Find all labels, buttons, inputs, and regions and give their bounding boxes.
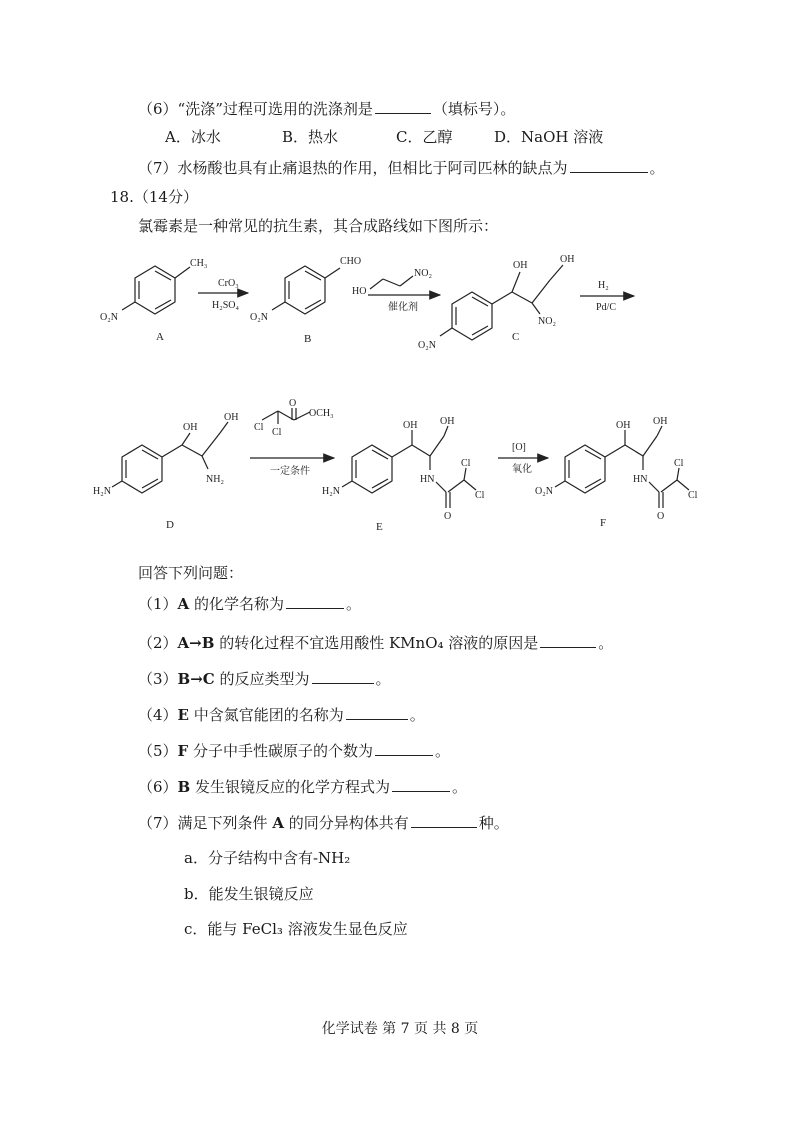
f-cl2-label: Cl [688,490,698,501]
q3-number: （3） [138,670,178,688]
q6-text-end: （填标号）。 [432,100,516,118]
q5-text: 分子中手性碳原子的个数为 [188,742,373,760]
q7-subject: A [272,814,284,832]
b-o2n-label: O₂N [250,312,268,323]
d-oh1-label: OH [183,422,198,433]
q6b-text: 发生银镜反应的化学方程式为 [190,778,391,796]
q4-end: 。 [409,706,425,724]
e-oh1-label: OH [403,420,418,431]
condition-c: c．能与 FeCl₃ 溶液发生显色反应 [184,920,408,938]
b-cho-label: CHO [340,256,362,267]
label-c: C [512,331,520,343]
q1-end: 。 [345,595,361,613]
question-4 [138,704,425,725]
question-6 [138,776,467,797]
q6b-end: 。 [452,778,468,796]
q7-number: （7）满足下列条件 [138,814,273,832]
arrow2-no2: NO₂ [414,268,432,279]
q5-answer-blank[interactable] [375,740,433,756]
q6-options [165,127,603,147]
q18-header: 18.（14分） [110,188,198,206]
question-7 [138,812,509,833]
f-o2n-label: O₂N [535,486,553,497]
q2-number: （2） [138,634,178,652]
arrow2-catalyst: 催化剂 [388,302,418,313]
q6b-number: （6） [138,778,178,796]
q18-intro: 氯霉素是一种常见的抗生素，其合成路线如下图所示： [138,217,499,235]
q6-text: （6）“洗涤”过程可选用的洗涤剂是 [138,100,373,118]
q6b-answer-blank[interactable] [392,776,450,792]
a-o2n-label: O₂N [100,312,118,323]
q7-prev-text: （7）水杨酸也具有止痛退热的作用，但相比于阿司匹林的缺点为 [138,159,568,177]
c-oh1-label: OH [513,260,528,271]
arrow1-reagent: CrO₃ [218,278,239,289]
f-o-label: O [657,511,665,522]
c-no2-label: NO₂ [538,316,556,327]
e-h2n-label: H₂N [322,486,340,497]
q7-text: 的同分异构体共有 [283,814,409,832]
a-ch3-label: CH₃ [190,258,208,269]
d-h2n-label: H₂N [93,486,111,497]
f-cl1-label: Cl [674,458,684,469]
question-5 [138,740,450,761]
c-oh2-label: OH [560,254,575,265]
q4-answer-blank[interactable] [346,704,408,720]
arrow5-condition: 氧化 [512,464,532,475]
e-o-label: O [444,511,452,522]
f-oh2-label: OH [653,416,668,427]
q6-answer-blank[interactable] [375,98,431,114]
arrow4-o: O [289,398,297,409]
q1-number: （1） [138,595,178,613]
condition-a: a．分子结构中含有-NH₂ [184,849,351,867]
arrow4-och3: OCH₃ [309,408,334,419]
q7-answer-blank[interactable] [411,812,477,828]
q6-option-d: D．NaOH 溶液 [494,128,604,146]
e-hn-label: HN [420,474,435,485]
q7-prev-end: 。 [649,159,665,177]
arrow4-cl2: Cl [272,427,282,438]
label-a: A [156,331,164,343]
arrow3-h2: H₂ [598,280,609,291]
q2-answer-blank[interactable] [540,632,596,648]
arrow5-reagent: [O] [512,442,526,453]
label-d: D [166,519,174,531]
q3-text: 的反应类型为 [214,670,310,688]
e-cl2-label: Cl [475,490,485,501]
d-oh2-label: OH [224,412,239,423]
arrow2-ho: HO [352,286,367,297]
page-footer: 化学试卷 第 7 页 共 8 页 [321,1021,479,1037]
q2-subject: A→B [177,634,215,652]
e-oh2-label: OH [440,416,455,427]
e-cl1-label: Cl [461,458,471,469]
arrow3-catalyst: Pd/C [596,302,617,313]
synthesis-scheme [0,240,800,540]
d-nh2-label: NH₂ [206,474,224,485]
question-1 [138,593,361,614]
arrow4-cl1: Cl [254,422,264,433]
q5-end: 。 [434,742,450,760]
q5-number: （5） [138,742,178,760]
q7-prev-answer-blank[interactable] [570,157,648,173]
q3-end: 。 [375,670,391,688]
q4-subject: E [177,706,189,724]
q7-end: 种。 [478,814,509,832]
label-b: B [304,333,312,345]
q4-number: （4） [138,706,178,724]
question-2 [138,632,613,653]
answer-intro: 回答下列问题： [138,564,244,582]
condition-b: b．能发生银镜反应 [184,885,314,903]
q2-end: 。 [598,634,614,652]
q6-option-a: A．冰水 [165,128,221,146]
label-f: F [600,517,607,529]
q1-subject: A [177,595,190,613]
q6-line [138,98,515,119]
f-hn-label: HN [633,474,648,485]
arrow4-condition: 一定条件 [270,466,310,477]
c-o2n-label: O₂N [418,340,436,351]
q4-text: 中含氮官能团的名称为 [188,706,344,724]
q5-subject: F [177,742,189,760]
arrow1-acid: H₂SO₄ [212,300,239,311]
q2-text: 的转化过程不宜选用酸性 KMnO₄ 溶液的原因是 [214,634,539,652]
f-oh1-label: OH [616,420,631,431]
q6-option-b: B．热水 [282,128,339,146]
q3-subject: B→C [177,670,215,688]
question-3 [138,668,391,689]
q6-option-c: C．乙醇 [396,128,453,146]
q3-answer-blank[interactable] [312,668,374,684]
q7-prev-line [138,157,665,178]
q1-answer-blank[interactable] [286,593,344,609]
q6b-subject: B [177,778,191,796]
q1-text: 的化学名称为 [189,595,284,613]
label-e: E [376,521,383,533]
